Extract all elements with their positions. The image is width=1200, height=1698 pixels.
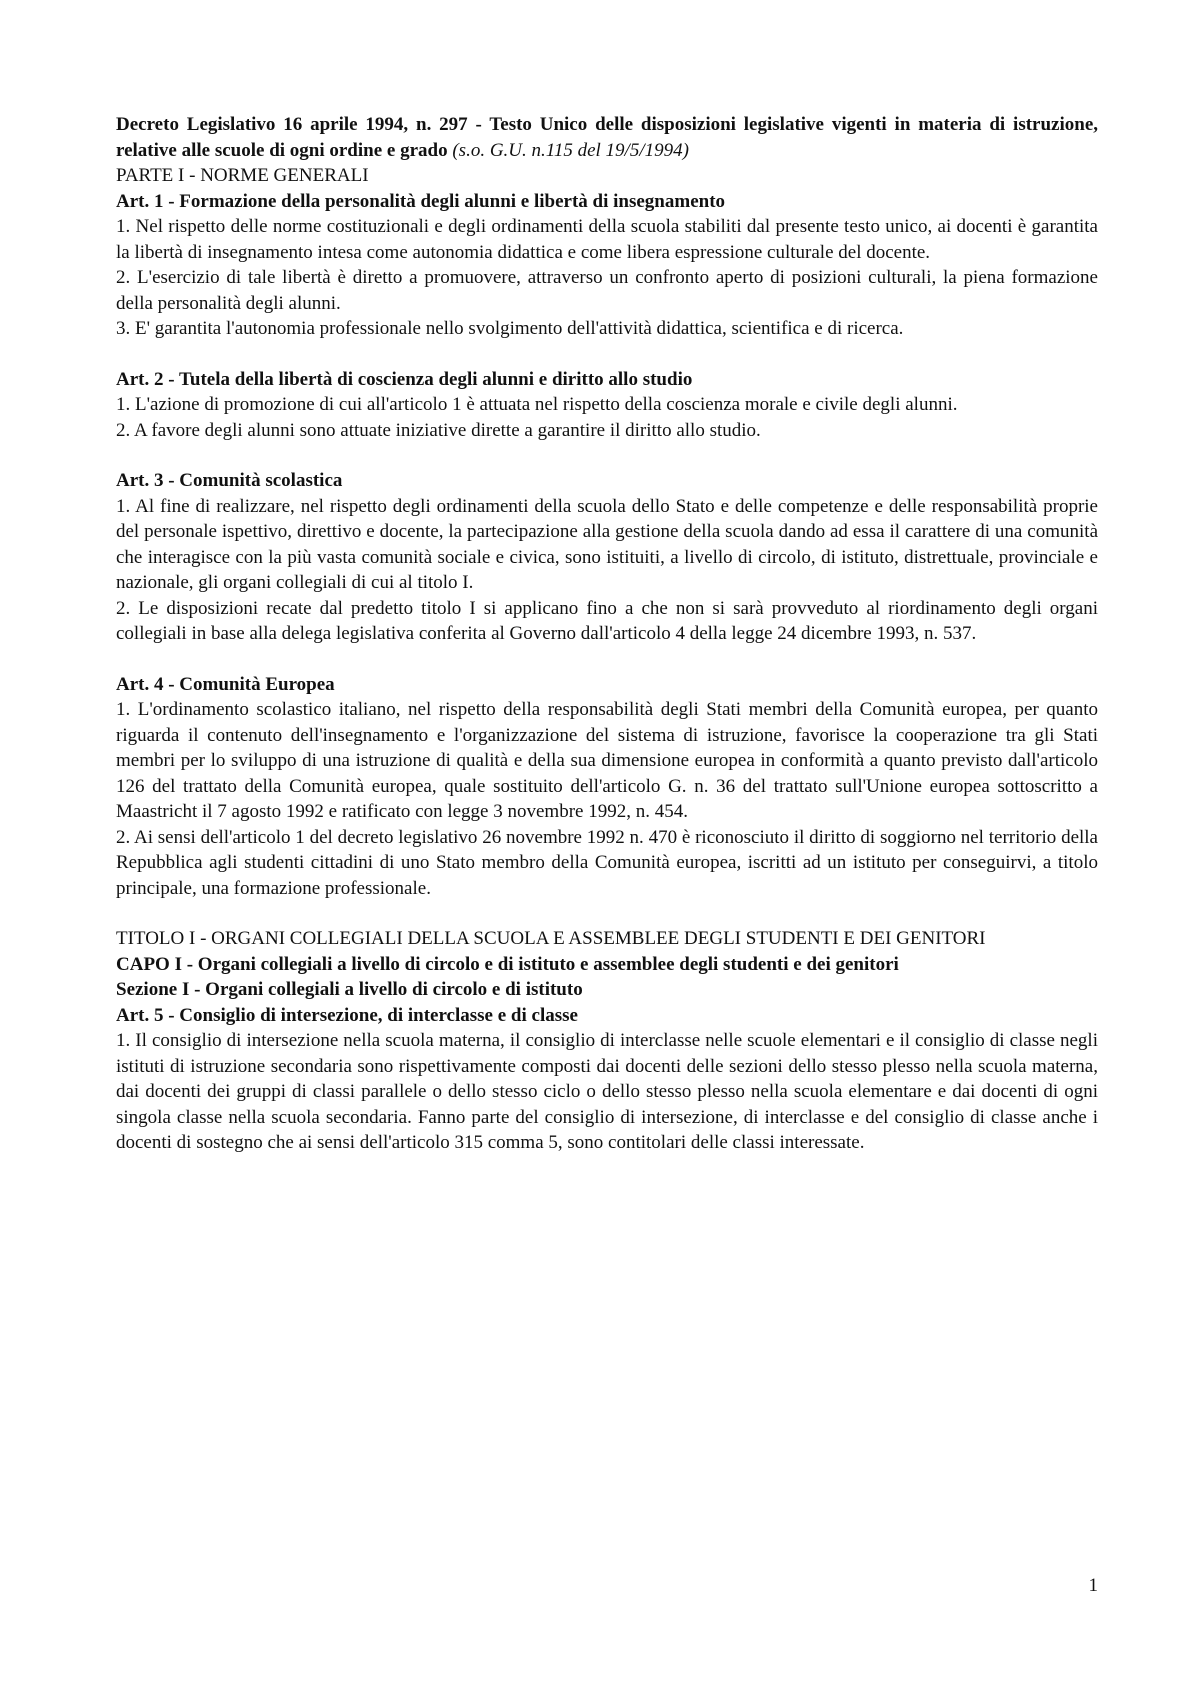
capo-heading: CAPO I - Organi collegiali a livello di circolo e di istituto e assemblee degli studenti e dei genitori: [116, 953, 899, 975]
gazette-reference: (s.o. G.U. n.115 del 19/5/1994): [452, 139, 689, 161]
article-heading: Art. 5 - Consiglio di intersezione, di interclasse e di classe: [116, 1004, 578, 1026]
article-paragraph: 3. E' garantita l'autonomia professionale nello svolgimento dell'attività didattica, scientifica e di ricerca.: [116, 318, 904, 339]
sezione-heading: Sezione I - Organi collegiali a livello di circolo e di istituto: [116, 979, 583, 1000]
article-paragraph: 1. L'azione di promozione di cui all'articolo 1 è attuata nel rispetto della coscienza morale e civile degli alunni.: [116, 394, 958, 415]
document-title: Decreto Legislativo 16 aprile 1994, n. 297 - Testo Unico delle disposizioni legislative vigenti in materia di istruzione, relative alle scuole di ogni ordine e grado (s.o. G.U. n.115 del 19/5/1994): [116, 114, 1098, 161]
article-heading: Art. 1 - Formazione della personalità degli alunni e libertà di insegnamento: [116, 190, 726, 212]
article-paragraph: 2. Le disposizioni recate dal predetto titolo I si applicano fino a che non si sarà provveduto al riordinamento degli organi collegiali in base alla delega legislativa conferita al Governo dall'articolo 4 della legge 24 dicembre 1993, n. 537.: [116, 597, 1098, 644]
article-3: [116, 468, 1098, 647]
article-4: [116, 672, 1098, 902]
article-heading: Art. 3 - Comunità scolastica: [116, 470, 343, 491]
article-paragraph: 1. Il consiglio di intersezione nella scuola materna, il consiglio di interclasse nelle scuole elementari e il consiglio di classe negli istituti di istruzione secondaria sono rispettivamente composti dai docenti delle sezioni dello stesso plesso nella scuola materna, dai docenti dei gruppi di classi parallele o dello stesso ciclo o dello stesso plesso nella scuola elementare e dai docenti di ogni singola classe nella scuola secondaria. Fanno parte del consiglio di intersezione, di interclasse e del consiglio di classe anche i docenti di sostegno che ai sensi dell'articolo 315 comma 5, sono contitolari delle classi interessate.: [116, 1030, 1098, 1153]
article-2: [116, 367, 1098, 444]
article-paragraph: 2. L'esercizio di tale libertà è diretto a promuovere, attraverso un confronto aperto di posizioni culturali, la piena formazione della personalità degli alunni.: [116, 267, 1098, 314]
part-heading: PARTE I - NORME GENERALI: [116, 165, 369, 186]
page-number: 1: [1088, 1574, 1098, 1596]
titolo-heading: TITOLO I - ORGANI COLLEGIALI DELLA SCUOLA E ASSEMBLEE DEGLI STUDENTI E DEI GENITORI: [116, 928, 986, 949]
article-heading: Art. 2 - Tutela della libertà di coscienza degli alunni e diritto allo studio: [116, 368, 693, 390]
article-paragraph: 1. L'ordinamento scolastico italiano, nel rispetto della responsabilità degli Stati membri della Comunità europea, per quanto riguarda il contenuto dell'insegnamento e l'organizzazione del sistema di istruzione, favorisce la cooperazione tra gli Stati membri per lo sviluppo di una istruzione di qualità e della sua dimensione europea in conformità a quanto previsto dall'articolo 126 del trattato della Comunità europea, quale sostituito dell'articolo G. n. 36 del trattato sull'Unione europea sottoscritto a Maastricht il 7 agosto 1992 e ratificato con legge 3 novembre 1992, n. 454.: [116, 699, 1098, 822]
article-heading: Art. 4 - Comunità Europea: [116, 673, 335, 695]
article-5: [116, 1003, 1098, 1156]
article-paragraph: 1. Al fine di realizzare, nel rispetto degli ordinamenti della scuola dello Stato e delle competenze e delle responsabilità proprie del personale ispettivo, direttivo e docente, la partecipazione alla gestione della scuola dando ad essa il carattere di una comunità che interagisce con la più vasta comunità sociale e civica, sono istituiti, a livello di circolo, di istituto, distrettuale, provinciale e nazionale, gli organi collegiali di cui al titolo I.: [116, 495, 1098, 593]
article-paragraph: 1. Nel rispetto delle norme costituzionali e degli ordinamenti della scuola stabiliti dal presente testo unico, ai docenti è garantita la libertà di insegnamento intesa come autonomia didattica e come libera espressione culturale del docente.: [116, 216, 1098, 263]
article-paragraph: 2. Ai sensi dell'articolo 1 del decreto legislativo 26 novembre 1992 n. 470 è riconosciuto il diritto di soggiorno nel territorio della Repubblica agli studenti cittadini di uno Stato membro della Comunità europea, iscritti ad un istituto per conseguirvi, a titolo principale, una formazione professionale.: [116, 826, 1098, 899]
article-1: [116, 189, 1098, 342]
article-paragraph: 2. A favore degli alunni sono attuate iniziative dirette a garantire il diritto allo studio.: [116, 419, 761, 441]
